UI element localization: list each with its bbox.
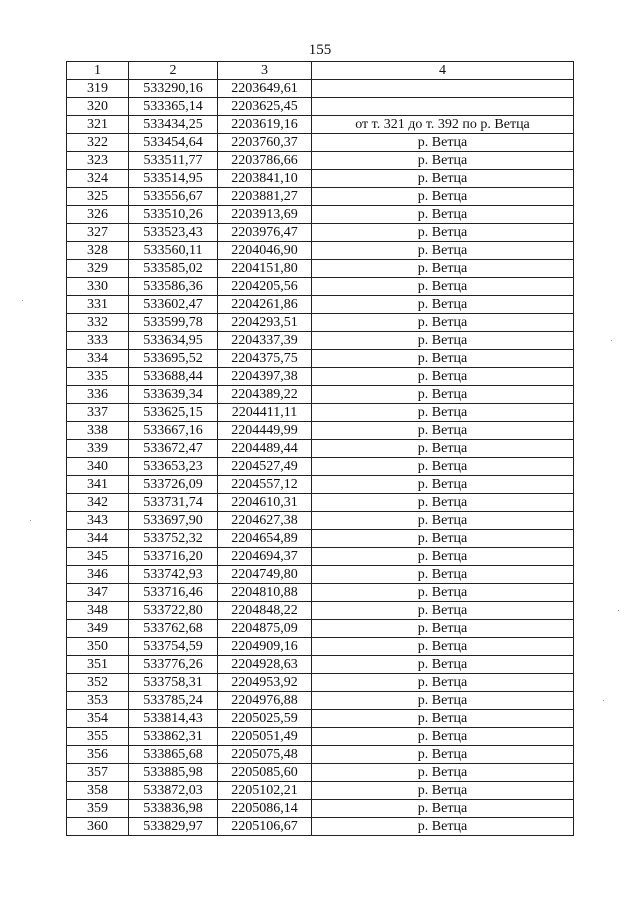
x-coordinate-cell: 533634,95 xyxy=(129,332,218,350)
x-coordinate-cell: 533762,68 xyxy=(129,620,218,638)
table-row xyxy=(67,278,574,296)
column-header-3: 3 xyxy=(218,62,312,80)
x-coordinate-cell: 533776,26 xyxy=(129,656,218,674)
table-row xyxy=(67,260,574,278)
table-header-row xyxy=(67,62,574,80)
description-cell: р. Ветца xyxy=(312,278,574,296)
table-row xyxy=(67,170,574,188)
x-coordinate-cell: 533434,25 xyxy=(129,116,218,134)
x-coordinate-cell: 533585,02 xyxy=(129,260,218,278)
table-row xyxy=(67,764,574,782)
point-number-cell: 330 xyxy=(67,278,129,296)
description-cell: р. Ветца xyxy=(312,692,574,710)
description-cell: р. Ветца xyxy=(312,332,574,350)
table-row xyxy=(67,224,574,242)
point-number-cell: 337 xyxy=(67,404,129,422)
description-cell: р. Ветца xyxy=(312,134,574,152)
x-coordinate-cell: 533365,14 xyxy=(129,98,218,116)
point-number-cell: 356 xyxy=(67,746,129,764)
x-coordinate-cell: 533510,26 xyxy=(129,206,218,224)
description-cell: р. Ветца xyxy=(312,638,574,656)
description-cell: р. Ветца xyxy=(312,224,574,242)
table-row xyxy=(67,782,574,800)
x-coordinate-cell: 533814,43 xyxy=(129,710,218,728)
description-cell: р. Ветца xyxy=(312,584,574,602)
y-coordinate-cell: 2204337,39 xyxy=(218,332,312,350)
description-cell: р. Ветца xyxy=(312,818,574,836)
point-number-cell: 338 xyxy=(67,422,129,440)
y-coordinate-cell: 2204397,38 xyxy=(218,368,312,386)
table-row xyxy=(67,116,574,134)
y-coordinate-cell: 2204375,75 xyxy=(218,350,312,368)
x-coordinate-cell: 533865,68 xyxy=(129,746,218,764)
y-coordinate-cell: 2203976,47 xyxy=(218,224,312,242)
point-number-cell: 357 xyxy=(67,764,129,782)
point-number-cell: 319 xyxy=(67,80,129,98)
description-cell: р. Ветца xyxy=(312,764,574,782)
x-coordinate-cell: 533836,98 xyxy=(129,800,218,818)
point-number-cell: 359 xyxy=(67,800,129,818)
scan-speck xyxy=(603,700,604,701)
y-coordinate-cell: 2203786,66 xyxy=(218,152,312,170)
x-coordinate-cell: 533639,34 xyxy=(129,386,218,404)
y-coordinate-cell: 2204205,56 xyxy=(218,278,312,296)
description-cell: р. Ветца xyxy=(312,242,574,260)
x-coordinate-cell: 533672,47 xyxy=(129,440,218,458)
coordinates-table xyxy=(66,61,574,836)
y-coordinate-cell: 2203619,16 xyxy=(218,116,312,134)
point-number-cell: 340 xyxy=(67,458,129,476)
x-coordinate-cell: 533829,97 xyxy=(129,818,218,836)
y-coordinate-cell: 2204293,51 xyxy=(218,314,312,332)
point-number-cell: 358 xyxy=(67,782,129,800)
table-row xyxy=(67,692,574,710)
point-number-cell: 354 xyxy=(67,710,129,728)
description-cell: р. Ветца xyxy=(312,476,574,494)
description-cell: р. Ветца xyxy=(312,566,574,584)
description-cell: р. Ветца xyxy=(312,710,574,728)
x-coordinate-cell: 533872,03 xyxy=(129,782,218,800)
x-coordinate-cell: 533716,20 xyxy=(129,548,218,566)
table-row xyxy=(67,620,574,638)
table-row xyxy=(67,548,574,566)
table-row xyxy=(67,638,574,656)
table-row xyxy=(67,332,574,350)
point-number-cell: 324 xyxy=(67,170,129,188)
x-coordinate-cell: 533290,16 xyxy=(129,80,218,98)
description-cell: р. Ветца xyxy=(312,620,574,638)
description-cell: р. Ветца xyxy=(312,512,574,530)
description-cell: р. Ветца xyxy=(312,188,574,206)
y-coordinate-cell: 2204261,86 xyxy=(218,296,312,314)
x-coordinate-cell: 533560,11 xyxy=(129,242,218,260)
y-coordinate-cell: 2204449,99 xyxy=(218,422,312,440)
point-number-cell: 320 xyxy=(67,98,129,116)
table-row xyxy=(67,440,574,458)
description-cell xyxy=(312,98,574,116)
point-number-cell: 321 xyxy=(67,116,129,134)
y-coordinate-cell: 2204411,11 xyxy=(218,404,312,422)
point-number-cell: 351 xyxy=(67,656,129,674)
y-coordinate-cell: 2203649,61 xyxy=(218,80,312,98)
description-cell: р. Ветца xyxy=(312,170,574,188)
point-number-cell: 322 xyxy=(67,134,129,152)
description-cell: р. Ветца xyxy=(312,296,574,314)
description-cell: р. Ветца xyxy=(312,404,574,422)
table-row xyxy=(67,188,574,206)
table-row xyxy=(67,800,574,818)
x-coordinate-cell: 533758,31 xyxy=(129,674,218,692)
table-row xyxy=(67,314,574,332)
table-row xyxy=(67,458,574,476)
table-row xyxy=(67,566,574,584)
table-row xyxy=(67,746,574,764)
table-row xyxy=(67,584,574,602)
x-coordinate-cell: 533599,78 xyxy=(129,314,218,332)
table-row xyxy=(67,656,574,674)
x-coordinate-cell: 533602,47 xyxy=(129,296,218,314)
table-row xyxy=(67,404,574,422)
point-number-cell: 346 xyxy=(67,566,129,584)
y-coordinate-cell: 2204953,92 xyxy=(218,674,312,692)
description-cell: р. Ветца xyxy=(312,530,574,548)
y-coordinate-cell: 2203913,69 xyxy=(218,206,312,224)
x-coordinate-cell: 533716,46 xyxy=(129,584,218,602)
table-body xyxy=(67,80,574,836)
y-coordinate-cell: 2204527,49 xyxy=(218,458,312,476)
description-cell: р. Ветца xyxy=(312,368,574,386)
table-row xyxy=(67,512,574,530)
description-cell: р. Ветца xyxy=(312,152,574,170)
point-number-cell: 329 xyxy=(67,260,129,278)
description-cell: р. Ветца xyxy=(312,458,574,476)
x-coordinate-cell: 533511,77 xyxy=(129,152,218,170)
point-number-cell: 347 xyxy=(67,584,129,602)
scan-speck xyxy=(611,340,612,341)
y-coordinate-cell: 2204627,38 xyxy=(218,512,312,530)
description-cell: от т. 321 до т. 392 по р. Ветца xyxy=(312,116,574,134)
x-coordinate-cell: 533586,36 xyxy=(129,278,218,296)
y-coordinate-cell: 2204557,12 xyxy=(218,476,312,494)
point-number-cell: 335 xyxy=(67,368,129,386)
point-number-cell: 349 xyxy=(67,620,129,638)
y-coordinate-cell: 2204151,80 xyxy=(218,260,312,278)
point-number-cell: 345 xyxy=(67,548,129,566)
table-row xyxy=(67,728,574,746)
y-coordinate-cell: 2203881,27 xyxy=(218,188,312,206)
y-coordinate-cell: 2203625,45 xyxy=(218,98,312,116)
y-coordinate-cell: 2205102,21 xyxy=(218,782,312,800)
x-coordinate-cell: 533695,52 xyxy=(129,350,218,368)
table-row xyxy=(67,818,574,836)
y-coordinate-cell: 2204046,90 xyxy=(218,242,312,260)
description-cell: р. Ветца xyxy=(312,206,574,224)
description-cell: р. Ветца xyxy=(312,314,574,332)
x-coordinate-cell: 533862,31 xyxy=(129,728,218,746)
x-coordinate-cell: 533785,24 xyxy=(129,692,218,710)
table-row xyxy=(67,602,574,620)
column-header-2: 2 xyxy=(129,62,218,80)
description-cell: р. Ветца xyxy=(312,602,574,620)
description-cell: р. Ветца xyxy=(312,494,574,512)
x-coordinate-cell: 533754,59 xyxy=(129,638,218,656)
x-coordinate-cell: 533653,23 xyxy=(129,458,218,476)
point-number-cell: 323 xyxy=(67,152,129,170)
y-coordinate-cell: 2204976,88 xyxy=(218,692,312,710)
description-cell: р. Ветца xyxy=(312,386,574,404)
description-cell: р. Ветца xyxy=(312,656,574,674)
x-coordinate-cell: 533625,15 xyxy=(129,404,218,422)
y-coordinate-cell: 2205085,60 xyxy=(218,764,312,782)
y-coordinate-cell: 2203760,37 xyxy=(218,134,312,152)
description-cell: р. Ветца xyxy=(312,782,574,800)
point-number-cell: 341 xyxy=(67,476,129,494)
point-number-cell: 360 xyxy=(67,818,129,836)
table-row xyxy=(67,494,574,512)
description-cell: р. Ветца xyxy=(312,728,574,746)
column-header-4: 4 xyxy=(312,62,574,80)
y-coordinate-cell: 2204749,80 xyxy=(218,566,312,584)
point-number-cell: 339 xyxy=(67,440,129,458)
point-number-cell: 353 xyxy=(67,692,129,710)
x-coordinate-cell: 533667,16 xyxy=(129,422,218,440)
x-coordinate-cell: 533514,95 xyxy=(129,170,218,188)
x-coordinate-cell: 533726,09 xyxy=(129,476,218,494)
table-row xyxy=(67,674,574,692)
scan-speck xyxy=(30,520,31,521)
table-row xyxy=(67,98,574,116)
point-number-cell: 344 xyxy=(67,530,129,548)
point-number-cell: 325 xyxy=(67,188,129,206)
x-coordinate-cell: 533722,80 xyxy=(129,602,218,620)
point-number-cell: 334 xyxy=(67,350,129,368)
description-cell: р. Ветца xyxy=(312,422,574,440)
table-row xyxy=(67,350,574,368)
table-row xyxy=(67,152,574,170)
x-coordinate-cell: 533454,64 xyxy=(129,134,218,152)
y-coordinate-cell: 2204489,44 xyxy=(218,440,312,458)
description-cell: р. Ветца xyxy=(312,350,574,368)
x-coordinate-cell: 533523,43 xyxy=(129,224,218,242)
x-coordinate-cell: 533752,32 xyxy=(129,530,218,548)
x-coordinate-cell: 533688,44 xyxy=(129,368,218,386)
y-coordinate-cell: 2204909,16 xyxy=(218,638,312,656)
table-row xyxy=(67,368,574,386)
column-header-1: 1 xyxy=(67,62,129,80)
table-row xyxy=(67,80,574,98)
table-row xyxy=(67,242,574,260)
description-cell: р. Ветца xyxy=(312,440,574,458)
x-coordinate-cell: 533731,74 xyxy=(129,494,218,512)
y-coordinate-cell: 2205106,67 xyxy=(218,818,312,836)
description-cell: р. Ветца xyxy=(312,548,574,566)
point-number-cell: 336 xyxy=(67,386,129,404)
point-number-cell: 333 xyxy=(67,332,129,350)
description-cell: р. Ветца xyxy=(312,674,574,692)
point-number-cell: 327 xyxy=(67,224,129,242)
y-coordinate-cell: 2205075,48 xyxy=(218,746,312,764)
point-number-cell: 331 xyxy=(67,296,129,314)
description-cell: р. Ветца xyxy=(312,746,574,764)
table-row xyxy=(67,296,574,314)
page-number: 155 xyxy=(308,42,332,58)
y-coordinate-cell: 2204810,88 xyxy=(218,584,312,602)
description-cell: р. Ветца xyxy=(312,800,574,818)
y-coordinate-cell: 2204389,22 xyxy=(218,386,312,404)
point-number-cell: 355 xyxy=(67,728,129,746)
y-coordinate-cell: 2204848,22 xyxy=(218,602,312,620)
description-cell xyxy=(312,80,574,98)
x-coordinate-cell: 533697,90 xyxy=(129,512,218,530)
point-number-cell: 326 xyxy=(67,206,129,224)
table-row xyxy=(67,530,574,548)
table-row xyxy=(67,206,574,224)
y-coordinate-cell: 2204610,31 xyxy=(218,494,312,512)
point-number-cell: 350 xyxy=(67,638,129,656)
point-number-cell: 348 xyxy=(67,602,129,620)
x-coordinate-cell: 533885,98 xyxy=(129,764,218,782)
point-number-cell: 343 xyxy=(67,512,129,530)
point-number-cell: 352 xyxy=(67,674,129,692)
table-row xyxy=(67,134,574,152)
y-coordinate-cell: 2204928,63 xyxy=(218,656,312,674)
y-coordinate-cell: 2205086,14 xyxy=(218,800,312,818)
point-number-cell: 342 xyxy=(67,494,129,512)
y-coordinate-cell: 2204694,37 xyxy=(218,548,312,566)
table-row xyxy=(67,710,574,728)
table-row xyxy=(67,476,574,494)
scan-speck xyxy=(618,610,619,611)
table-row xyxy=(67,422,574,440)
point-number-cell: 332 xyxy=(67,314,129,332)
point-number-cell: 328 xyxy=(67,242,129,260)
y-coordinate-cell: 2203841,10 xyxy=(218,170,312,188)
description-cell: р. Ветца xyxy=(312,260,574,278)
y-coordinate-cell: 2205025,59 xyxy=(218,710,312,728)
table-row xyxy=(67,386,574,404)
y-coordinate-cell: 2205051,49 xyxy=(218,728,312,746)
y-coordinate-cell: 2204875,09 xyxy=(218,620,312,638)
y-coordinate-cell: 2204654,89 xyxy=(218,530,312,548)
scan-speck xyxy=(22,300,23,301)
x-coordinate-cell: 533742,93 xyxy=(129,566,218,584)
x-coordinate-cell: 533556,67 xyxy=(129,188,218,206)
